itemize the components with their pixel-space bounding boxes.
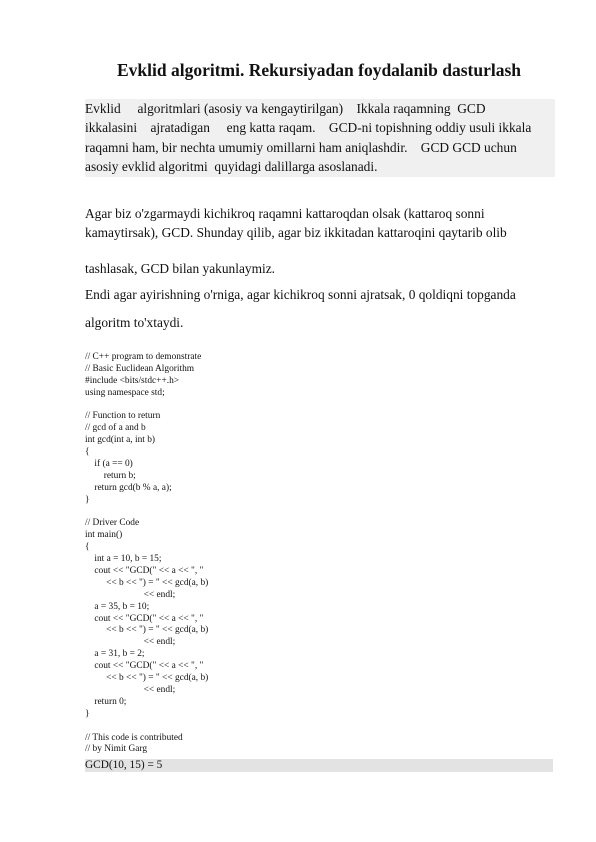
page-title: Evklid algoritmi. Rekursiyadan foydalanib dasturlash (116, 60, 522, 80)
program-output: GCD(10, 15) = 5 (85, 759, 553, 772)
code-line (85, 721, 555, 733)
code-line: int main() (85, 530, 123, 541)
code-line: << b << ") = " << gcd(a, b) (85, 577, 209, 588)
code-line: // Driver Code (85, 518, 140, 529)
code-line: // gcd of a and b (85, 423, 146, 434)
intro-paragraph (85, 99, 555, 177)
code-line: using namespace std; (85, 387, 165, 398)
code-line: return 0; (85, 696, 127, 707)
code-line: // This code is contributed (85, 732, 183, 743)
paragraph-2-line-2: algoritm to'xtaydi. (85, 315, 184, 330)
paragraph-1-line-3: tashlasak, GCD bilan yakunlaymiz. (85, 261, 276, 276)
paragraph-2-line-1: Endi agar ayirishning o'rniga, agar kichikroq sonni ajratsak, 0 qoldiqni topganda (85, 287, 516, 302)
code-line: return b; (85, 470, 136, 481)
intro-line: Evklid algoritmlari (asosiy va kengaytirilgan) Ikkala raqamning GCD (85, 99, 555, 118)
code-line: } (85, 708, 90, 719)
code-line: << endl; (85, 637, 176, 648)
code-line: a = 31, b = 2; (85, 649, 145, 660)
code-line: << b << ") = " << gcd(a, b) (85, 673, 209, 684)
code-line: { (85, 447, 90, 458)
code-line: // Function to return (85, 411, 161, 422)
code-line (85, 400, 555, 412)
paragraph-1-line-2: kamaytirsak), GCD. Shunday qilib, agar biz ikkitadan kattaroqini qaytarib olib (85, 225, 507, 240)
code-line (85, 507, 555, 519)
code-line: // by Nimit Garg (85, 744, 148, 755)
code-line: int a = 10, b = 15; (85, 554, 162, 565)
intro-line: raqamni ham, bir nechta umumiy omillarni ham aniqlashdir. GCD GCD uchun (85, 138, 555, 157)
code-line: } (85, 494, 90, 505)
code-line: // Basic Euclidean Algorithm (85, 363, 195, 374)
code-line: int gcd(int a, int b) (85, 435, 156, 446)
code-line: cout << "GCD(" << a << ", " (85, 661, 204, 672)
intro-line: asosiy evklid algoritmi quyidagi dalillarga asoslanadi. (85, 157, 555, 176)
code-line: cout << "GCD(" << a << ", " (85, 566, 204, 577)
code-line: a = 35, b = 10; (85, 601, 150, 612)
code-line: // C++ program to demonstrate (85, 352, 202, 362)
code-line: { (85, 542, 90, 553)
intro-line: ikkalasini ajratadigan eng katta raqam. GCD-ni topishning oddiy usuli ikkala (85, 118, 555, 137)
code-block (85, 352, 555, 756)
code-line: << endl; (85, 589, 176, 600)
code-line: if (a == 0) (85, 459, 133, 470)
code-line: return gcd(b % a, a); (85, 482, 172, 493)
code-line: << b << ") = " << gcd(a, b) (85, 625, 209, 636)
code-line: cout << "GCD(" << a << ", " (85, 613, 204, 624)
code-line: << endl; (85, 684, 176, 695)
code-line: #include <bits/stdc++.h> (85, 375, 180, 386)
paragraph-1-line-1: Agar biz o'zgarmaydi kichikroq raqamni kattaroqdan olsak (kattaroq sonni (85, 206, 485, 221)
